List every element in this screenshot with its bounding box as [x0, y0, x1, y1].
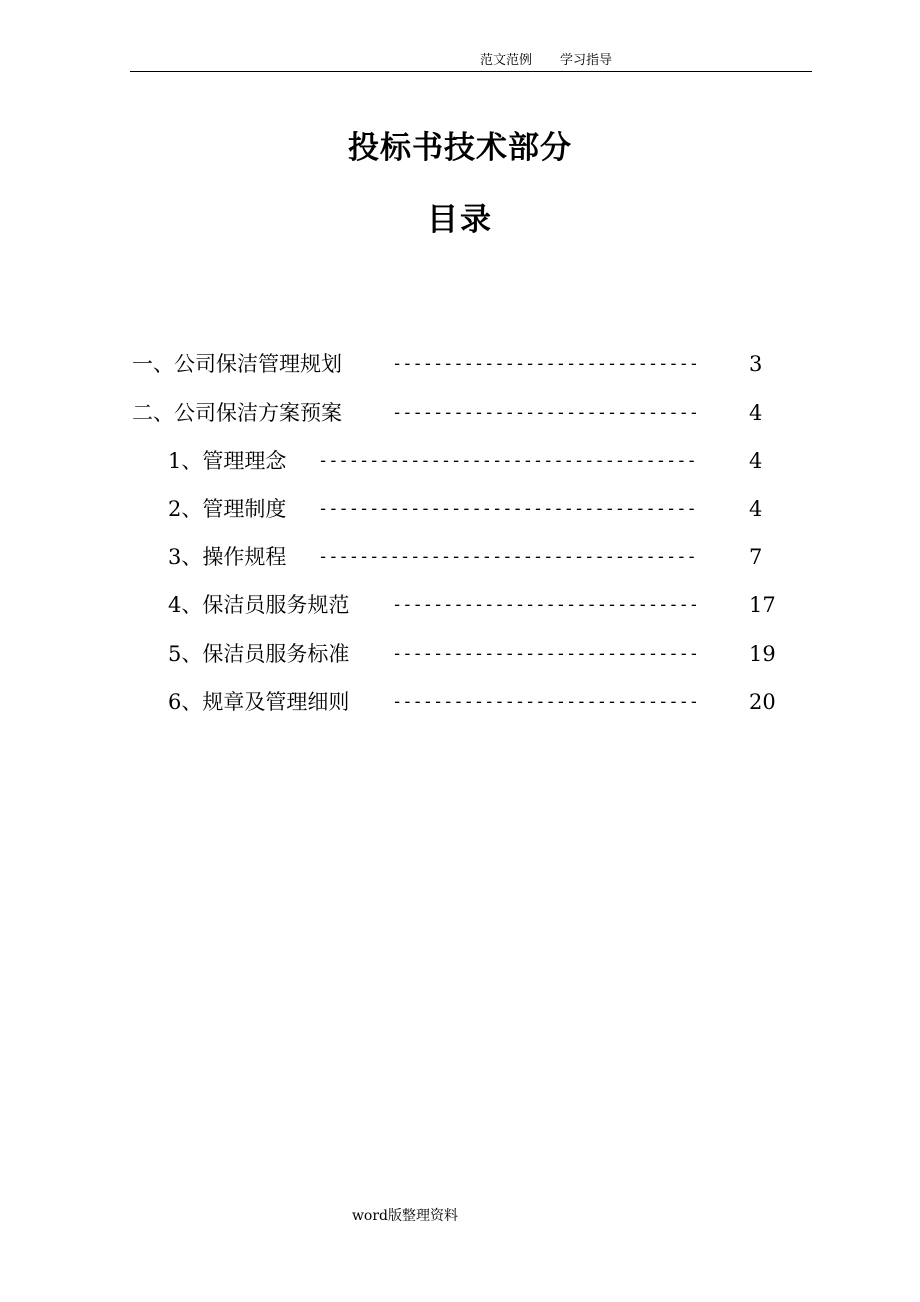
- toc-page-number: 3: [749, 352, 763, 376]
- toc-page-number: 4: [749, 449, 763, 473]
- toc-entry[interactable]: [0, 494, 920, 524]
- header-left-text: 范文范例: [480, 53, 533, 68]
- toc-leader-dots: -------------------------------------: [318, 547, 697, 567]
- toc-leader-dots: -------------------------------------: [318, 451, 697, 471]
- toc-entry-label: 2、管理制度: [168, 497, 287, 521]
- toc-heading: 目录: [427, 202, 493, 238]
- toc-entry-label: 1、管理理念: [168, 449, 287, 473]
- toc-entry[interactable]: [0, 446, 920, 476]
- toc-page-number: 19: [749, 642, 776, 666]
- toc-entry-label: 二、公司保洁方案预案: [132, 401, 342, 425]
- toc-leader-dots: -------------------------------------: [318, 499, 697, 519]
- toc-page-number: 7: [749, 545, 763, 569]
- toc-entry[interactable]: [0, 398, 920, 428]
- toc-entry[interactable]: [0, 590, 920, 620]
- toc-entry-label: 一、公司保洁管理规划: [132, 352, 342, 376]
- toc-entry-label: 3、操作规程: [168, 545, 287, 569]
- toc-page-number: 20: [749, 690, 776, 714]
- toc-page-number: 4: [749, 497, 763, 521]
- toc-entry[interactable]: [0, 542, 920, 572]
- header-right-text: 学习指导: [560, 53, 613, 68]
- document-title: 投标书技术部分: [348, 130, 572, 166]
- toc-leader-dots: ------------------------------: [392, 644, 700, 664]
- toc-leader-dots: ------------------------------: [392, 595, 700, 615]
- toc-entry-label: 5、保洁员服务标准: [168, 642, 350, 666]
- toc-page-number: 4: [749, 401, 763, 425]
- page-footer: word版整理资料: [351, 1208, 459, 1224]
- toc-entry[interactable]: [0, 349, 920, 379]
- toc-leader-dots: ------------------------------: [392, 692, 700, 712]
- toc-leader-dots: ------------------------------: [392, 403, 700, 423]
- toc-entry-label: 6、规章及管理细则: [168, 690, 350, 714]
- toc-leader-dots: ------------------------------: [392, 354, 700, 374]
- toc-entry-label: 4、保洁员服务规范: [168, 593, 350, 617]
- toc-entry[interactable]: [0, 687, 920, 717]
- toc-entry[interactable]: [0, 639, 920, 669]
- toc-page-number: 17: [749, 593, 776, 617]
